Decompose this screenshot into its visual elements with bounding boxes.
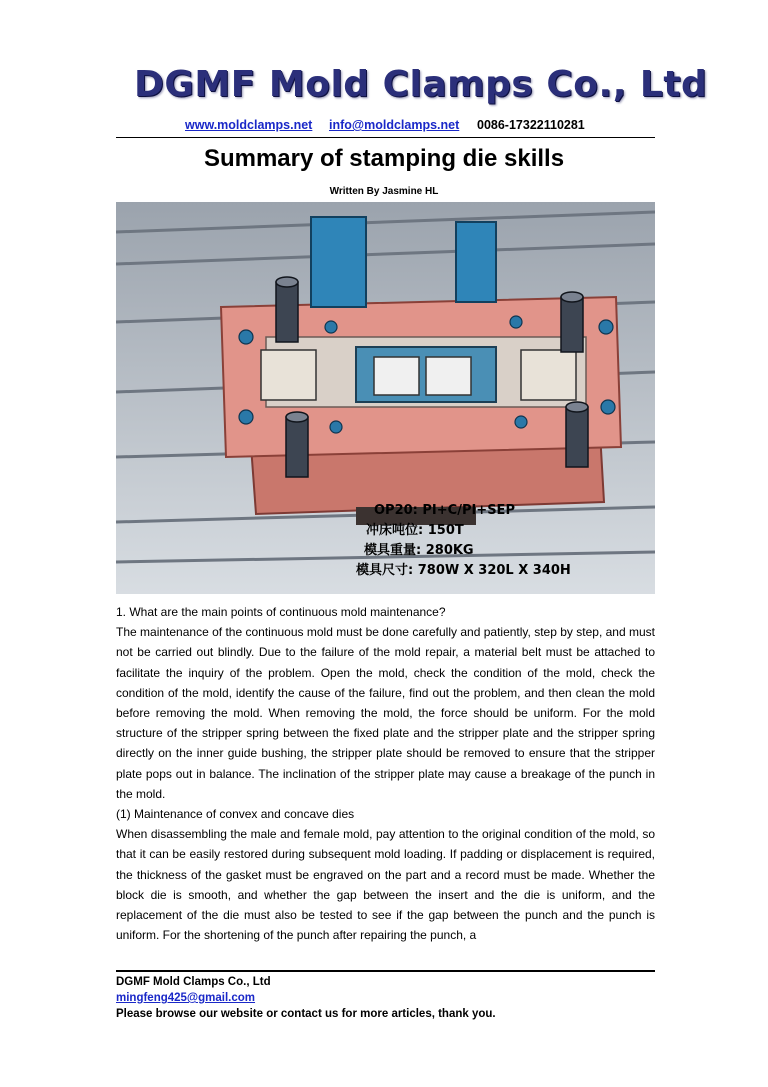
page-title: Summary of stamping die skills <box>203 145 565 172</box>
company-logo-text: DGMF Mold Clamps Co., Ltd <box>134 64 708 105</box>
stamping-die-image <box>116 202 655 594</box>
footer-email-link[interactable]: mingfeng425@gmail.com <box>116 992 256 1004</box>
paragraph: When disassembling the male and female mold, pay attention to the original condition of the mold, so that it can be easily restored during subsequent mold loading. If padding or displacement is required, the thickness of the gasket must be engraved on the part and a record must be made. Whether the block die is smooth, and whether the gap between the insert and the die is uniform, and the replacement of the die must also be tested to see if the gap between the punch and the punch is uniform. For the shortening of the punch after repairing the punch, a <box>116 827 655 943</box>
article-body <box>116 602 655 945</box>
footer-company: DGMF Mold Clamps Co., Ltd <box>116 976 271 988</box>
company-logo <box>134 64 708 112</box>
footer-divider <box>116 970 655 972</box>
email-link[interactable]: info@moldclamps.net <box>329 118 460 132</box>
website-link[interactable]: www.moldclamps.net <box>185 118 313 132</box>
figure-label-4: 模具尺寸: 780W X 320L X 340H <box>356 563 571 578</box>
footer-note: Please browse our website or contact us for more articles, thank you. <box>116 1008 496 1020</box>
header-divider <box>116 137 655 138</box>
footer <box>116 974 655 1022</box>
section-heading: 1. What are the main points of continuous mold maintenance? <box>116 605 446 619</box>
figure-label-3: 模具重量: 280KG <box>364 543 474 558</box>
author-line: Written By Jasmine HL <box>329 186 439 197</box>
figure-label-1: OP20: PI+C/PI+SEP <box>374 503 515 518</box>
subsection-heading: (1) Maintenance of convex and concave dies <box>116 807 355 822</box>
phone-number: 0086-17322110281 <box>477 118 585 132</box>
paragraph: The maintenance of the continuous mold must be done carefully and patiently, step by step, and must not be carried out blindly. Due to the failure of the mold repair, a material belt must be attached to facilitate the inquiry of the problem. Open the mold, check the condition of the mold, check the condition of the mold, identify the cause of the failure, find out the problem, and then clean the mold before removing the mold. When removing the mold, the force should be uniform. For the mold structure of the stripper spring between the fixed plate and the stripper plate and the stripper spring directly on the inner guide bushing, the stripper plate should be removed to ensure that the stripper plate pops out in balance. The inclination of the stripper plate may cause a breakage of the punch in the mold. <box>116 625 655 801</box>
figure-label-2: 冲床吨位: 150T <box>366 523 464 538</box>
contact-bar <box>0 118 768 136</box>
